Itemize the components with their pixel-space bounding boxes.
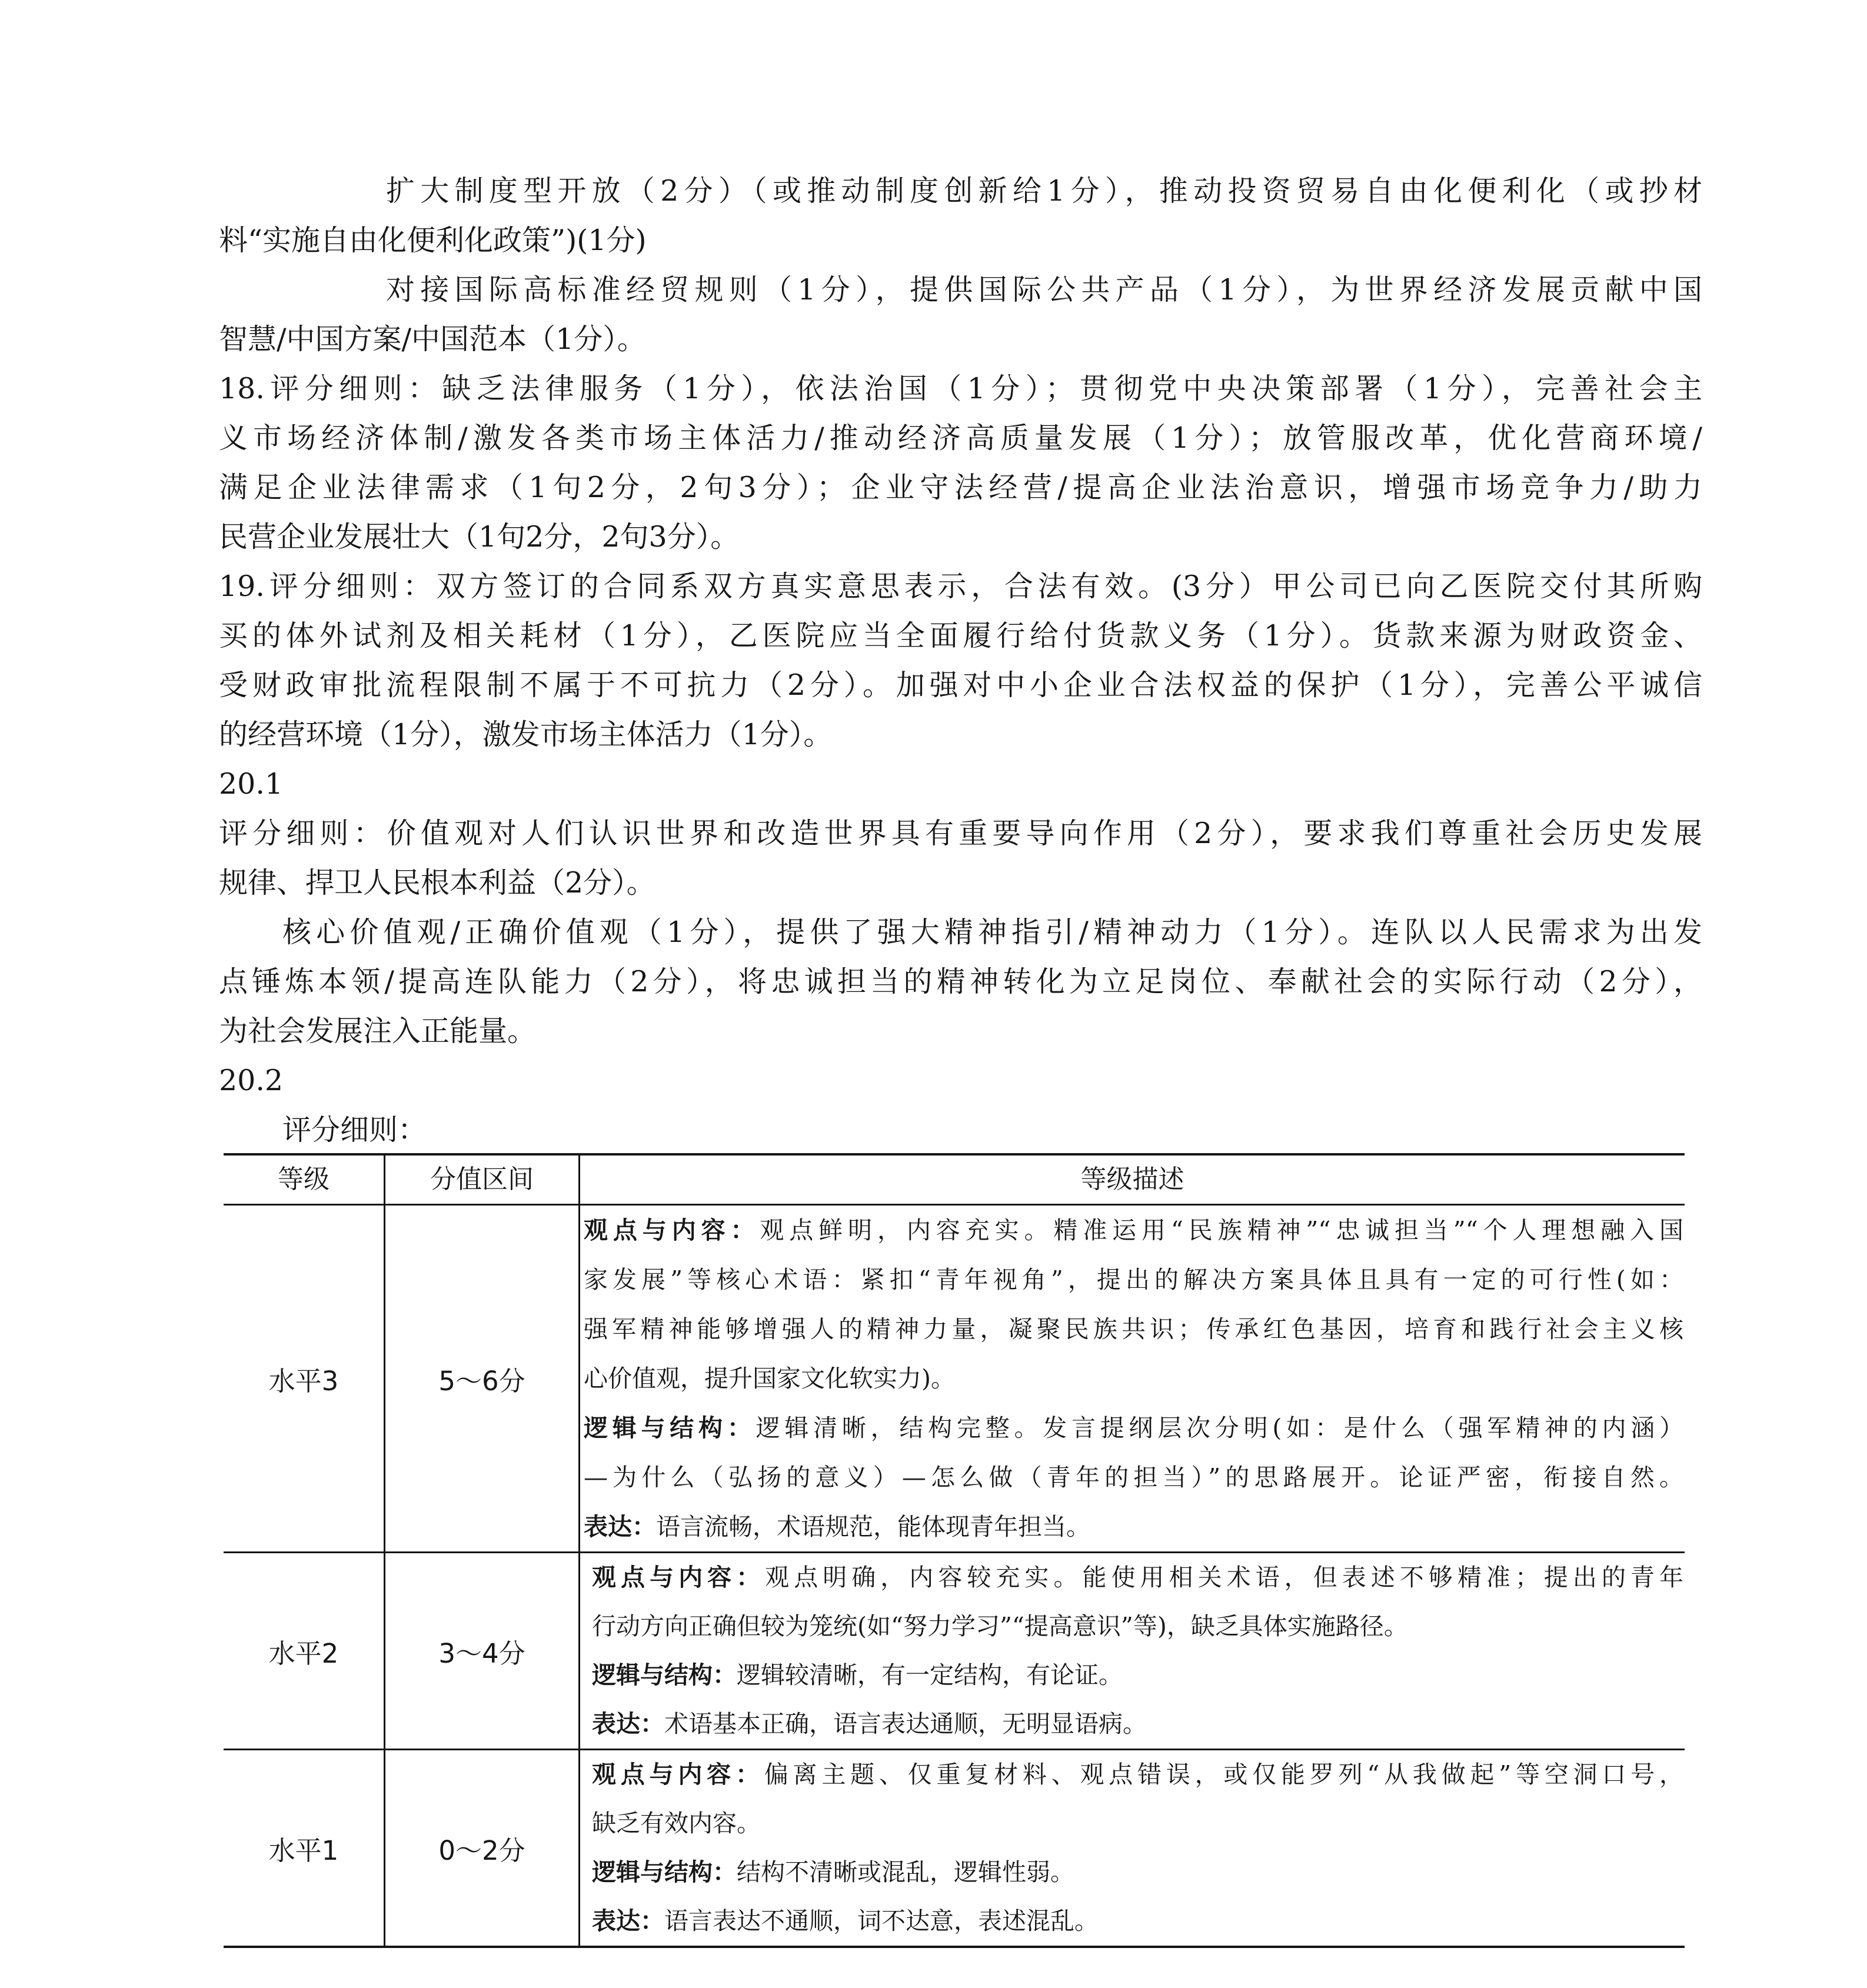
- q17-para2-line: 对接国际高标准经贸规则（1分），提供国际公共产品（1分），为世界经济发展贡献中国: [386, 273, 1702, 307]
- header-level: 等级: [278, 1164, 330, 1194]
- q20-1-para1-line: 评分细则：价值观对人们认识世界和改造世界具有重要导向作用（2分），要求我们尊重社会历史发展: [219, 817, 1702, 850]
- description-line: [592, 1651, 1683, 1700]
- level-description: [578, 1750, 1685, 1946]
- q17-continued-section: [219, 167, 1702, 364]
- q20-1-para2-line: 点锤炼本领/提高连队能力（2分），将忠诚担当的精神转化为立足岗位、奉献社会的实际行动（2分），: [219, 965, 1702, 998]
- q18-line: 满足企业法律需求（1句2分，2句3分）；企业守法经营/提高企业法治意识，增强市场竞争力/助力: [219, 471, 1702, 504]
- description-line: [592, 1799, 1683, 1848]
- criterion-text: 观点明确，内容较充实。能使用相关术语，但表述不够精准；提出的青年: [765, 1563, 1684, 1591]
- criterion-text: 结构不清晰或混乱，逻辑性弱。: [737, 1858, 1074, 1886]
- level-description: [578, 1553, 1685, 1749]
- table-row-level-3: [224, 1206, 1685, 1553]
- scoring-rubric-table: [224, 1153, 1685, 1948]
- criterion-text: 心价值观，提升国家文化软实力)。: [584, 1364, 955, 1393]
- q19-section: [219, 562, 1702, 760]
- description-line: [584, 1354, 1683, 1403]
- criterion-label: 表达：: [592, 1710, 664, 1738]
- q18-section: [219, 364, 1702, 562]
- q18-line: 18.评分细则：缺乏法律服务（1分），依法治国（1分）；贯彻党中央决策部署（1分），完善社会主: [219, 372, 1702, 405]
- criterion-text: —为什么（弘扬的意义）—怎么做（青年的担当）”的思路展开。论证严密，衔接自然。: [584, 1463, 1683, 1491]
- q20-1-para2-line: 为社会发展注入正能量。: [219, 1014, 537, 1048]
- header-description: 等级描述: [578, 1155, 1685, 1204]
- q20-1-number: 20.1: [219, 767, 284, 801]
- score-range: 0～2分: [384, 1750, 578, 1946]
- q20-2-section: [219, 1056, 1702, 1155]
- answer-key-body: [219, 167, 1702, 1155]
- table-row-level-1: [224, 1750, 1685, 1946]
- criterion-text: 行动方向正确但较为笼统(如“努力学习”“提高意识”等)，缺乏具体实施路径。: [592, 1612, 1408, 1640]
- description-line: [584, 1502, 1683, 1551]
- table-header-row: [224, 1155, 1685, 1206]
- q20-2-intro: 评分细则：: [282, 1113, 427, 1147]
- level-label: 水平2: [268, 1637, 339, 1669]
- level-label: 水平3: [268, 1365, 339, 1397]
- level-description: [578, 1206, 1685, 1551]
- level-label: 水平1: [268, 1834, 339, 1866]
- criterion-label: 观点与内容：: [592, 1760, 764, 1789]
- q20-1-section: [219, 760, 1702, 1056]
- description-line: [592, 1700, 1683, 1749]
- q19-line: 受财政审批流程限制不属于不可抗力（2分）。加强对中小企业合法权益的保护（1分），完善公平诚信: [219, 668, 1702, 702]
- criterion-text: 家发展”等核心术语：紧扣“青年视角”，提出的解决方案具体且具有一定的可行性(如：: [584, 1266, 1683, 1294]
- q20-2-number: 20.2: [219, 1064, 284, 1097]
- q18-line: 义市场经济体制/激发各类市场主体活力/推动经济高质量发展（1分）；放管服改革，优化营商环境/: [219, 421, 1702, 455]
- score-range: 5～6分: [384, 1206, 578, 1551]
- q19-line: 的经营环境（1分），激发市场主体活力（1分）。: [219, 718, 833, 751]
- criterion-text: 观点鲜明，内容充实。精准运用“民族精神”“忠诚担当”“个人理想融入国: [760, 1216, 1683, 1244]
- criterion-label: 观点与内容：: [592, 1563, 766, 1591]
- criterion-label: 逻辑与结构：: [592, 1858, 737, 1886]
- q18-line: 民营企业发展壮大（1句2分，2句3分）。: [219, 520, 740, 554]
- description-line: [584, 1255, 1683, 1304]
- description-line: [584, 1304, 1683, 1354]
- description-line: [584, 1206, 1683, 1255]
- criterion-text: 语言表达不通顺，词不达意，表述混乱。: [664, 1907, 1099, 1935]
- description-line: [592, 1848, 1683, 1897]
- criterion-text: 逻辑清晰，结构完整。发言提纲层次分明(如：是什么（强军精神的内涵）: [756, 1414, 1684, 1442]
- criterion-text: 缺乏有效内容。: [592, 1809, 761, 1837]
- q20-1-para1-line: 规律、捍卫人民根本利益（2分）。: [219, 866, 655, 900]
- q20-1-para2-line: 核心价值观/正确价值观（1分），提供了强大精神指引/精神动力（1分）。连队以人民需求为出发: [282, 915, 1702, 949]
- description-line: [592, 1750, 1683, 1799]
- criterion-label: 表达：: [584, 1513, 656, 1541]
- header-score-range: 分值区间: [384, 1155, 578, 1204]
- q19-line: 19.评分细则：双方签订的合同系双方真实意思表示，合法有效。(3分）甲公司已向乙医院交付其所购: [219, 570, 1702, 603]
- criterion-text: 逻辑较清晰，有一定结构，有论证。: [737, 1661, 1123, 1689]
- score-range: 3～4分: [384, 1553, 578, 1749]
- criterion-text: 强军精神能够增强人的精神力量，凝聚民族共识；传承红色基因，培育和践行社会主义核: [584, 1315, 1683, 1343]
- description-line: [584, 1403, 1683, 1453]
- q17-para2-line: 智慧/中国方案/中国范本（1分）。: [219, 322, 646, 356]
- criterion-text: 术语基本正确，语言表达通顺，无明显语病。: [664, 1710, 1147, 1738]
- criterion-text: 语言流畅，术语规范，能体现青年担当。: [656, 1513, 1090, 1541]
- q17-para1-line: 扩大制度型开放（2分）（或推动制度创新给1分），推动投资贸易自由化便利化（或抄材: [386, 174, 1702, 208]
- description-line: [592, 1897, 1683, 1946]
- description-line: [592, 1602, 1683, 1651]
- q17-para1-line: 料“实施自由化便利化政策”)(1分): [219, 224, 647, 257]
- criterion-label: 逻辑与结构：: [584, 1414, 756, 1442]
- criterion-label: 逻辑与结构：: [592, 1661, 737, 1689]
- q19-line: 买的体外试剂及相关耗材（1分），乙医院应当全面履行给付货款义务（1分）。货款来源为财政资金、: [219, 619, 1702, 652]
- table-row-level-2: [224, 1553, 1685, 1750]
- description-line: [584, 1453, 1683, 1502]
- description-line: [592, 1553, 1683, 1602]
- criterion-label: 表达：: [592, 1907, 664, 1935]
- criterion-text: 偏离主题、仅重复材料、观点错误，或仅能罗列“从我做起”等空洞口号，: [764, 1760, 1683, 1789]
- criterion-label: 观点与内容：: [584, 1216, 760, 1244]
